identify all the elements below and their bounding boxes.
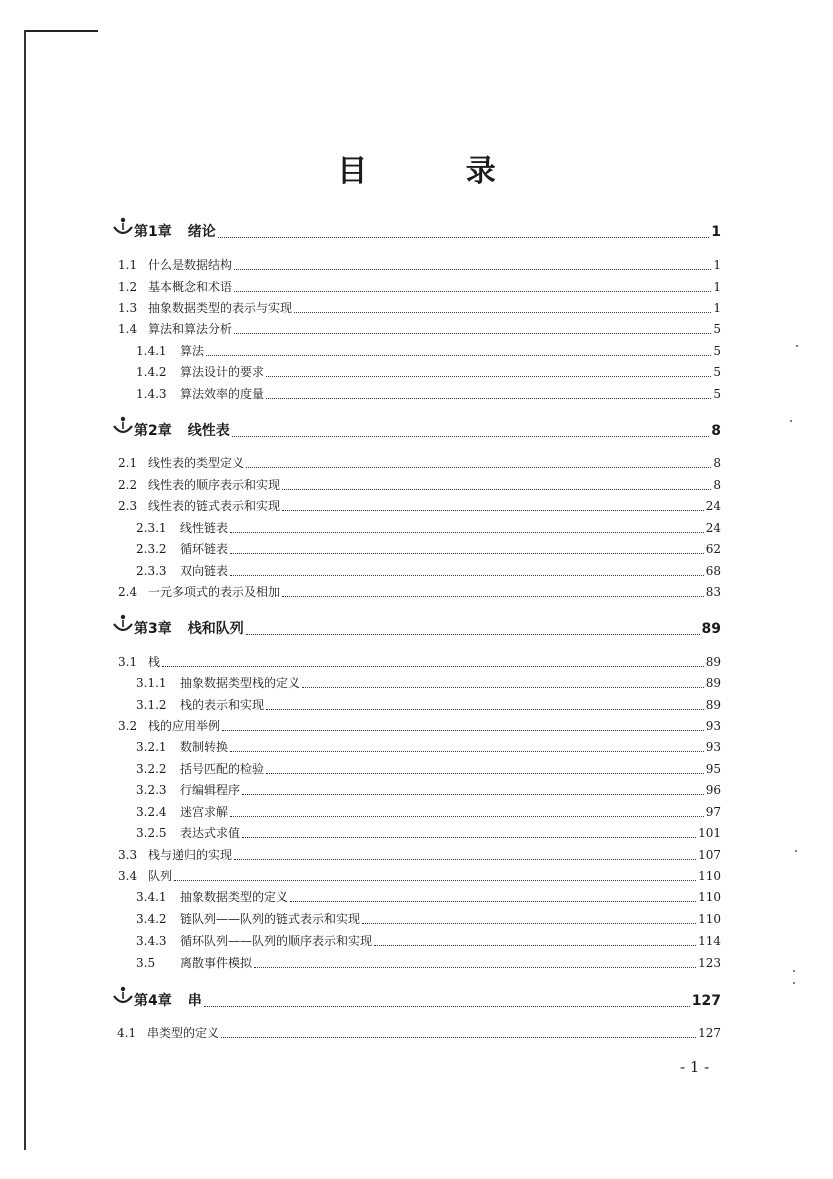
- toc-entry-title: 栈的应用举例: [148, 719, 221, 733]
- toc-entry-page: 1: [711, 224, 721, 240]
- toc-leader-dots: [266, 773, 704, 774]
- toc-entry-title: 算法: [180, 344, 205, 358]
- toc-entry-number: 3.2.2: [136, 762, 167, 776]
- toc-entry[interactable]: [118, 455, 721, 471]
- toc-entry-title: 线性表的链式表示和实现: [148, 499, 281, 513]
- toc-entry-page: 96: [705, 783, 721, 797]
- toc-entry-page: 8: [713, 456, 721, 470]
- toc-entry-number: 第4章: [134, 993, 172, 1009]
- toc-leader-dots: [230, 553, 704, 554]
- toc-entry[interactable]: [136, 911, 721, 927]
- toc-entry-page: 5: [713, 365, 721, 379]
- toc-entry-number: 第3章: [134, 621, 172, 637]
- toc-entry-page: 5: [713, 344, 721, 358]
- toc-entry-title: 栈: [148, 655, 161, 669]
- toc-leader-dots: [282, 596, 704, 597]
- toc-entry-title: 循环队列——队列的顺序表示和实现: [180, 934, 373, 948]
- toc-leader-dots: [282, 510, 704, 511]
- toc-entry[interactable]: [118, 498, 721, 514]
- toc-entry-title: 双向链表: [180, 564, 229, 578]
- toc-leader-dots: [230, 816, 704, 817]
- toc-entry-page: 107: [698, 848, 721, 862]
- toc-entry-number: 第2章: [134, 423, 172, 439]
- toc-entry[interactable]: [136, 386, 721, 402]
- toc-entry[interactable]: [118, 718, 721, 734]
- toc-entry-title: 绪论: [187, 224, 216, 240]
- chapter-marker-icon: [112, 612, 134, 636]
- toc-leader-dots: [266, 709, 704, 710]
- chapter-marker-icon: [112, 414, 134, 438]
- toc-entry-page: 95: [705, 762, 721, 776]
- toc-entry[interactable]: [136, 825, 721, 841]
- toc-entry-number: 3.1.2: [136, 698, 167, 712]
- toc-entry-title: 线性表的类型定义: [148, 456, 245, 470]
- toc-entry-title: 算法设计的要求: [180, 365, 265, 379]
- scan-speck: [793, 970, 795, 972]
- toc-entry-number: 4.1: [117, 1026, 137, 1040]
- toc-entry-number: 3.5: [136, 956, 156, 970]
- toc-entry-title: 栈与递归的实现: [148, 848, 233, 862]
- toc-leader-dots: [174, 880, 696, 881]
- toc-entry-number: 1.3: [118, 301, 138, 315]
- toc-leader-dots: [234, 269, 711, 270]
- toc-entry-page: 8: [713, 478, 721, 492]
- toc-entry-page: 114: [698, 934, 721, 948]
- scan-edge-left: [24, 30, 26, 1150]
- toc-entry-page: 110: [698, 869, 721, 883]
- toc-leader-dots: [246, 467, 711, 468]
- toc-leader-dots: [206, 355, 711, 356]
- page-title: 目 录: [337, 154, 540, 189]
- toc-entry[interactable]: [136, 541, 721, 557]
- toc-entry-title: 栈的表示和实现: [180, 698, 265, 712]
- toc-leader-dots: [242, 837, 696, 838]
- toc-leader-dots: [374, 945, 696, 946]
- toc-entry[interactable]: [136, 364, 721, 380]
- toc-entry[interactable]: [118, 477, 721, 493]
- toc-leader-dots: [266, 376, 711, 377]
- toc-entry-title: 一元多项式的表示及相加: [148, 585, 281, 599]
- toc-entry[interactable]: [118, 279, 721, 295]
- toc-entry-title: 算法和算法分析: [148, 322, 233, 336]
- toc-entry-number: 3.3: [118, 848, 138, 862]
- toc-leader-dots: [230, 751, 704, 752]
- toc-entry[interactable]: [136, 675, 721, 691]
- toc-entry[interactable]: [136, 804, 721, 820]
- toc-leader-dots: [234, 859, 696, 860]
- toc-entry-number: 2.3: [118, 499, 138, 513]
- toc-entry[interactable]: [118, 654, 721, 670]
- toc-chapter-entry[interactable]: [134, 223, 721, 241]
- chapter-marker-icon: [112, 215, 134, 239]
- toc-entry[interactable]: [136, 563, 721, 579]
- toc-entry-page: 110: [698, 912, 721, 926]
- toc-leader-dots: [242, 794, 704, 795]
- toc-entry-page: 1: [713, 301, 721, 315]
- toc-entry-page: 5: [713, 322, 721, 336]
- toc-entry-number: 1.1: [118, 258, 138, 272]
- toc-entry[interactable]: [118, 257, 721, 273]
- toc-leader-dots: [294, 312, 711, 313]
- toc-entry-page: 5: [713, 387, 721, 401]
- toc-entry-number: 3.2: [118, 719, 138, 733]
- toc-entry-title: 括号匹配的检验: [180, 762, 265, 776]
- toc-entry-number: 3.2.1: [136, 740, 167, 754]
- toc-entry-page: 89: [705, 698, 721, 712]
- toc-entry-number: 3.4.1: [136, 890, 167, 904]
- toc-entry[interactable]: [118, 321, 721, 337]
- scan-speck: [795, 850, 797, 852]
- toc-entry-page: 93: [705, 719, 721, 733]
- toc-leader-dots: [362, 923, 696, 924]
- scan-speck: [793, 982, 795, 984]
- toc-entry-page: 110: [698, 890, 721, 904]
- toc-entry-number: 3.4.2: [136, 912, 167, 926]
- toc-entry-number: 3.1: [118, 655, 138, 669]
- toc-entry-page: 68: [705, 564, 721, 578]
- toc-entry[interactable]: [136, 782, 721, 798]
- toc-leader-dots: [222, 730, 704, 731]
- toc-entry-number: 2.3.1: [136, 521, 167, 535]
- toc-entry[interactable]: [136, 520, 721, 536]
- toc-entry-number: 1.4.3: [136, 387, 167, 401]
- toc-entry-number: 2.1: [118, 456, 138, 470]
- toc-entry-number: 3.4: [118, 869, 138, 883]
- toc-entry-page: 89: [705, 655, 721, 669]
- toc-chapter-entry[interactable]: [134, 992, 721, 1010]
- toc-entry-title: 线性表: [187, 423, 230, 439]
- toc-entry-number: 2.3.2: [136, 542, 167, 556]
- toc-chapter-entry[interactable]: [134, 422, 721, 440]
- toc-entry[interactable]: [136, 889, 721, 905]
- toc-entry-number: 第1章: [134, 224, 172, 240]
- chapter-marker-icon: [112, 984, 134, 1008]
- toc-entry-number: 2.2: [118, 478, 138, 492]
- toc-entry-number: 3.2.4: [136, 805, 167, 819]
- toc-entry-number: 1.4: [118, 322, 138, 336]
- toc-entry-title: 算法效率的度量: [180, 387, 265, 401]
- toc-leader-dots: [204, 1006, 690, 1007]
- toc-leader-dots: [234, 291, 711, 292]
- toc-entry-number: 3.2.5: [136, 826, 167, 840]
- toc-entry-title: 队列: [148, 869, 173, 883]
- toc-entry[interactable]: [136, 933, 721, 949]
- toc-leader-dots: [221, 1037, 696, 1038]
- toc-entry-page: 8: [711, 423, 721, 439]
- toc-entry-title: 表达式求值: [180, 826, 241, 840]
- toc-entry-number: 2.4: [118, 585, 138, 599]
- toc-entry-title: 抽象数据类型的定义: [180, 890, 289, 904]
- toc-entry-number: 3.2.3: [136, 783, 167, 797]
- toc-entry-title: 链队列——队列的链式表示和实现: [180, 912, 361, 926]
- toc-entry-page: 1: [713, 258, 721, 272]
- toc-entry[interactable]: [136, 739, 721, 755]
- toc-leader-dots: [282, 489, 711, 490]
- toc-entry-title: 串类型的定义: [147, 1026, 220, 1040]
- toc-entry[interactable]: [136, 343, 721, 359]
- toc-leader-dots: [232, 436, 710, 437]
- toc-entry-title: 串: [187, 993, 202, 1009]
- toc-leader-dots: [302, 687, 704, 688]
- toc-leader-dots: [266, 398, 711, 399]
- toc-entry-page: 127: [698, 1026, 721, 1040]
- toc-entry-title: 行编辑程序: [180, 783, 241, 797]
- toc-entry-title: 什么是数据结构: [148, 258, 233, 272]
- toc-leader-dots: [218, 237, 710, 238]
- toc-leader-dots: [254, 967, 696, 968]
- toc-chapter-entry[interactable]: [134, 620, 721, 638]
- toc-entry-page: 89: [701, 621, 721, 637]
- toc-entry-page: 127: [691, 993, 721, 1009]
- toc-leader-dots: [162, 666, 704, 667]
- toc-entry-page: 83: [705, 585, 721, 599]
- toc-entry-title: 迷宫求解: [180, 805, 229, 819]
- toc-leader-dots: [234, 333, 711, 334]
- scan-speck: [790, 420, 792, 422]
- toc-entry-page: 89: [705, 676, 721, 690]
- toc-entry[interactable]: [118, 300, 721, 316]
- toc-entry-page: 24: [705, 499, 721, 513]
- toc-entry-page: 123: [698, 956, 721, 970]
- toc-entry-title: 循环链表: [180, 542, 229, 556]
- toc-leader-dots: [230, 532, 704, 533]
- toc-entry-title: 基本概念和术语: [148, 280, 233, 294]
- toc-entry-number: 1.4.2: [136, 365, 167, 379]
- toc-entry-number: 1.2: [118, 280, 138, 294]
- page-number: - 1 -: [680, 1058, 710, 1076]
- toc-entry-number: 2.3.3: [136, 564, 167, 578]
- toc-entry[interactable]: [136, 761, 721, 777]
- toc-entry-page: 1: [713, 280, 721, 294]
- toc-entry[interactable]: [118, 847, 721, 863]
- toc-entry-title: 离散事件模拟: [180, 956, 253, 970]
- toc-leader-dots: [246, 634, 700, 635]
- toc-entry[interactable]: [136, 955, 721, 971]
- toc-entry-page: 93: [705, 740, 721, 754]
- toc-entry-title: 线性表的顺序表示和实现: [148, 478, 281, 492]
- toc-entry[interactable]: [117, 1025, 721, 1041]
- toc-leader-dots: [230, 575, 704, 576]
- toc-entry-number: 3.4.3: [136, 934, 167, 948]
- toc-entry-title: 抽象数据类型栈的定义: [180, 676, 301, 690]
- toc-entry-page: 24: [705, 521, 721, 535]
- toc-entry[interactable]: [118, 584, 721, 600]
- scan-speck: [796, 345, 798, 347]
- toc-entry-number: 1.4.1: [136, 344, 167, 358]
- toc-leader-dots: [290, 901, 696, 902]
- toc-entry[interactable]: [118, 868, 721, 884]
- toc-entry-number: 3.1.1: [136, 676, 167, 690]
- toc-entry-page: 97: [705, 805, 721, 819]
- toc-entry-title: 栈和队列: [187, 621, 244, 637]
- toc-entry-page: 62: [705, 542, 721, 556]
- toc-entry[interactable]: [136, 697, 721, 713]
- toc-entry-title: 数制转换: [180, 740, 229, 754]
- toc-entry-title: 线性链表: [180, 521, 229, 535]
- toc-entry-page: 101: [698, 826, 721, 840]
- scan-edge-top: [24, 30, 98, 32]
- toc-entry-title: 抽象数据类型的表示与实现: [148, 301, 293, 315]
